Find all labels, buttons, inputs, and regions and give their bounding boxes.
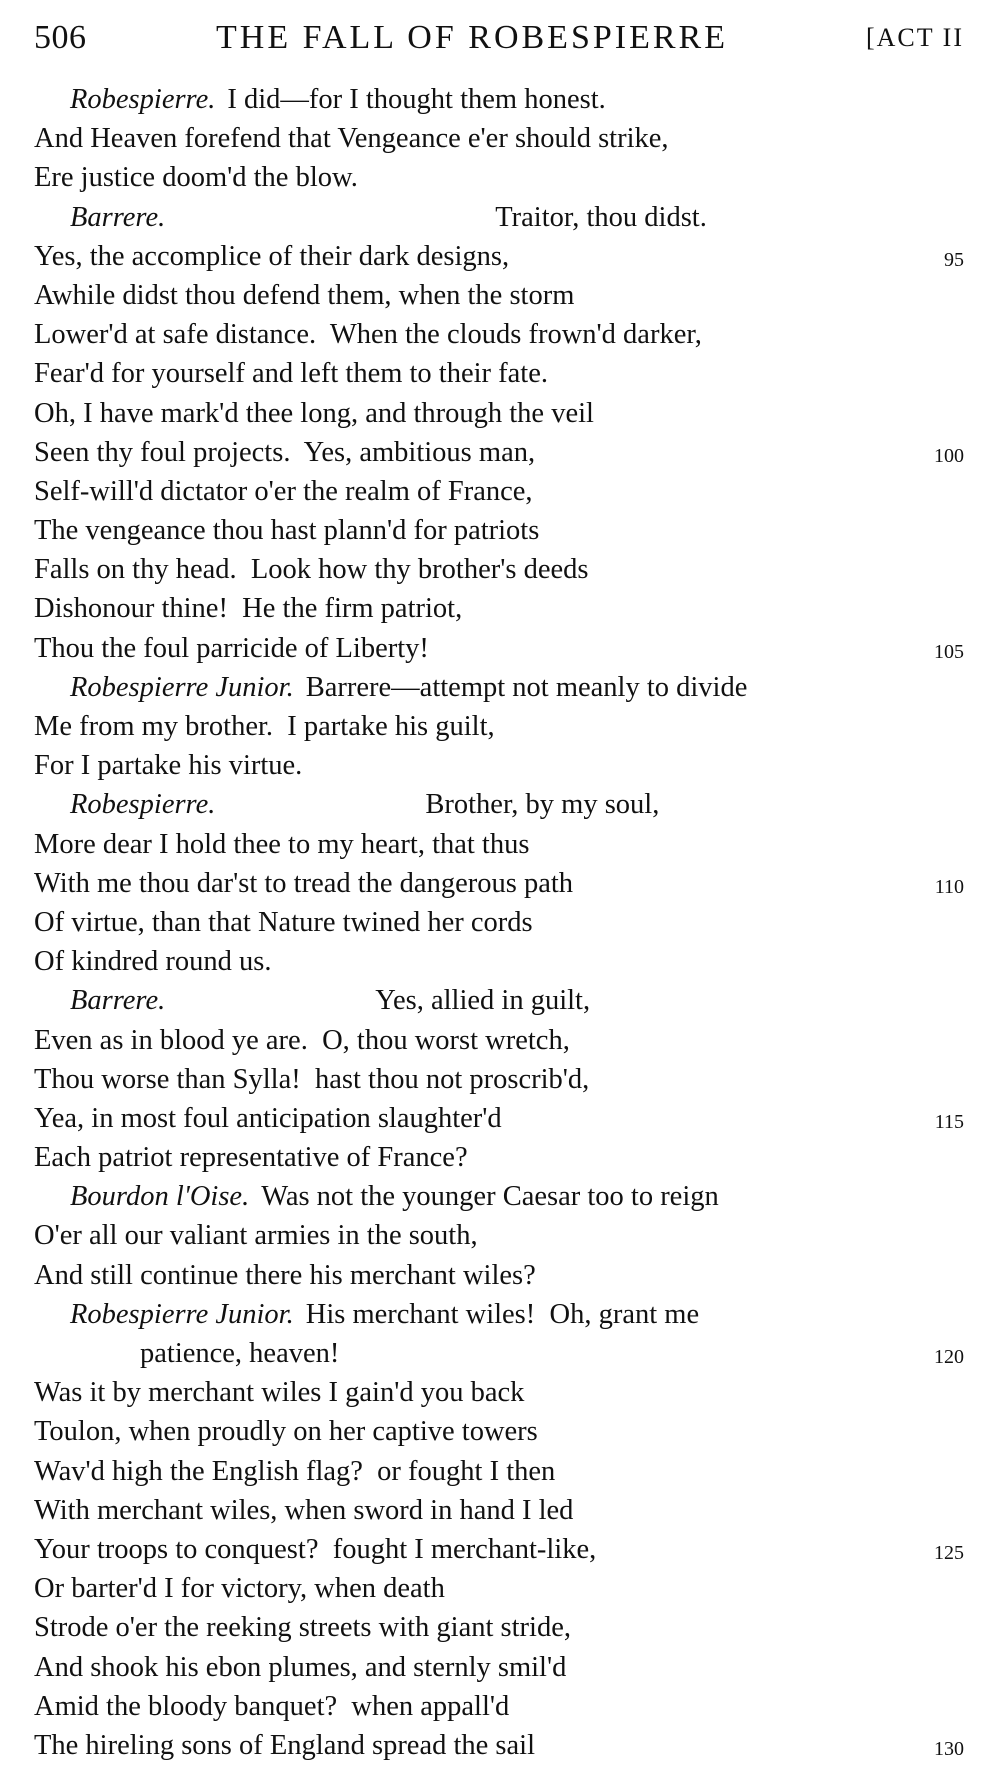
line-text: Yes, the accomplice of their dark designs, — [34, 240, 510, 272]
line-content — [34, 433, 535, 472]
line-content — [34, 1099, 502, 1138]
line-content — [34, 394, 594, 433]
speaker-name: Robespierre Junior. — [70, 671, 294, 703]
speaker-name: Robespierre Junior. — [70, 1298, 294, 1330]
line-number: 100 — [934, 444, 964, 467]
speaker-name: Robespierre. — [70, 789, 216, 821]
line-content — [34, 237, 509, 276]
line-content — [34, 1687, 509, 1726]
line-content — [70, 198, 707, 237]
running-title: THE FALL OF ROBESPIERRE — [216, 19, 728, 56]
line-text: O'er all our valiant armies in the south, — [34, 1220, 478, 1252]
line-number: 130 — [934, 1737, 964, 1760]
line-content — [34, 903, 533, 942]
verse-line — [34, 1373, 964, 1412]
line-text: Fear'd for yourself and left them to their fate. — [34, 358, 548, 390]
line-text: Yea, in most foul anticipation slaughter'd — [34, 1102, 502, 1134]
verse-line — [34, 276, 964, 315]
line-text: Awhile didst thou defend them, when the storm — [34, 279, 575, 311]
line-text: Dishonour thine! He the firm patriot, — [34, 593, 463, 625]
line-content — [34, 1412, 538, 1451]
line-content — [34, 1569, 445, 1608]
line-text: Of kindred round us. — [34, 946, 272, 978]
line-content — [70, 981, 590, 1020]
line-text: With me thou dar'st to tread the dangerous path — [34, 867, 574, 899]
speaker-name: Barrere. — [70, 985, 166, 1017]
line-text: Ere justice doom'd the blow. — [34, 162, 358, 194]
line-text: The vengeance thou hast plann'd for patriots — [34, 515, 540, 547]
line-text: Lower'd at safe distance. When the clouds frown'd darker, — [34, 319, 702, 351]
line-text: Me from my brother. I partake his guilt, — [34, 711, 495, 742]
line-content — [34, 589, 462, 628]
verse-line — [34, 785, 964, 824]
verse-line — [34, 1216, 964, 1255]
line-content — [140, 1334, 339, 1373]
verse-line — [34, 668, 964, 707]
verse-line — [34, 550, 964, 589]
line-number: 105 — [934, 640, 964, 663]
line-content — [34, 158, 358, 197]
line-text: With merchant wiles, when sword in hand I led — [34, 1494, 574, 1526]
line-text: For I partake his virtue. — [34, 750, 303, 782]
line-content — [70, 668, 747, 707]
verse-line — [34, 1334, 964, 1373]
line-text: The hireling sons of England spread the sail — [34, 1729, 536, 1761]
line-text: And shook his ebon plumes, and sternly smil'd — [34, 1651, 567, 1683]
line-text: And Heaven forefend that Vengeance e'er should strike, — [34, 123, 669, 155]
verse-line — [34, 472, 964, 511]
line-text: Yes, allied in guilt, — [375, 985, 591, 1017]
line-content — [34, 119, 669, 158]
verse-line — [34, 394, 964, 433]
line-content — [34, 1726, 535, 1765]
line-text: Or barter'd I for victory, when death — [34, 1573, 445, 1605]
line-content — [70, 80, 606, 119]
verse-line — [34, 746, 964, 785]
line-text: Each patriot representative of France? — [34, 1142, 468, 1174]
line-text: Strode o'er the reeking streets with giant stride, — [34, 1612, 571, 1644]
line-text: Toulon, when proudly on her captive towers — [34, 1416, 538, 1448]
verse-line — [34, 1648, 964, 1687]
verse-line — [34, 511, 964, 550]
verse-line — [34, 1608, 964, 1647]
line-text: More dear I hold thee to my heart, that thus — [34, 828, 530, 860]
line-content — [70, 1177, 719, 1216]
line-text: Of virtue, than that Nature twined her cords — [34, 906, 533, 938]
line-content — [34, 276, 574, 315]
verse-line — [34, 589, 964, 628]
line-content — [34, 864, 573, 903]
line-number: 115 — [934, 1110, 964, 1133]
line-content — [34, 1138, 468, 1177]
line-text: Barrere—attempt not meanly to divide — [305, 671, 748, 703]
line-content — [34, 1256, 536, 1295]
line-text: Brother, by my soul, — [425, 789, 660, 821]
line-text: Wav'd high the English flag? or fought I then — [34, 1455, 556, 1487]
line-text: Self-will'd dictator o'er the realm of France, — [34, 475, 533, 507]
verse-line — [34, 1256, 964, 1295]
line-number: 110 — [934, 875, 964, 898]
line-text: Amid the bloody banquet? when appall'd — [34, 1690, 510, 1722]
verse-line — [34, 354, 964, 393]
verse-line — [34, 825, 964, 864]
verse-line — [34, 1452, 964, 1491]
line-content — [34, 746, 302, 785]
line-text: Thou worse than Sylla! hast thou not proscrib'd, — [34, 1063, 590, 1095]
verse-line — [34, 1295, 964, 1334]
line-content — [34, 1530, 596, 1569]
line-text: Was not the younger Caesar too to reign — [261, 1181, 719, 1213]
verse-text — [34, 80, 964, 1765]
verse-line — [34, 198, 964, 237]
verse-line — [34, 864, 964, 903]
line-text: His merchant wiles! Oh, grant me — [305, 1298, 700, 1330]
line-text: Traitor, thou didst. — [495, 201, 707, 233]
verse-line — [34, 1138, 964, 1177]
verse-line — [34, 1177, 964, 1216]
line-content — [34, 315, 702, 354]
verse-line — [34, 707, 964, 746]
line-number: 95 — [944, 248, 964, 271]
line-content — [34, 1648, 566, 1687]
verse-line — [34, 1060, 964, 1099]
verse-line — [34, 158, 964, 197]
line-content — [34, 1491, 573, 1530]
verse-line — [34, 1491, 964, 1530]
verse-line — [34, 237, 964, 276]
verse-line — [34, 1687, 964, 1726]
line-content — [34, 511, 539, 550]
line-number: 120 — [934, 1346, 964, 1368]
line-content — [34, 1060, 589, 1099]
verse-line — [34, 981, 964, 1020]
line-content — [34, 942, 271, 981]
line-content — [70, 785, 659, 824]
verse-line — [34, 119, 964, 158]
verse-line — [34, 315, 964, 354]
verse-line — [34, 433, 964, 472]
verse-line — [34, 1569, 964, 1608]
speaker-name: Bourdon l'Oise. — [70, 1181, 250, 1213]
line-number: 125 — [934, 1541, 964, 1564]
line-content — [34, 1452, 555, 1491]
verse-line — [34, 1021, 964, 1060]
page-header — [34, 14, 964, 62]
line-content — [34, 550, 588, 589]
line-content — [34, 629, 429, 668]
page-number: 506 — [34, 19, 87, 56]
line-content — [34, 472, 533, 511]
line-content — [34, 1021, 570, 1060]
line-content — [34, 1216, 478, 1255]
line-text: Oh, I have mark'd thee long, and through the veil — [34, 397, 594, 429]
line-text: Was it by merchant wiles I gain'd you back — [34, 1377, 525, 1409]
verse-line — [34, 903, 964, 942]
line-text: Falls on thy head. Look how thy brother's deeds — [34, 554, 589, 586]
speaker-name: Barrere. — [70, 201, 166, 233]
line-content — [34, 1373, 524, 1412]
verse-line — [34, 1099, 964, 1138]
line-text: Thou the foul parricide of Liberty! — [34, 632, 429, 664]
line-text: patience, heaven! — [140, 1338, 340, 1369]
verse-line — [34, 1412, 964, 1451]
line-content — [70, 1295, 699, 1334]
line-text: I did—for I thought them honest. — [227, 84, 606, 115]
line-content — [34, 707, 495, 746]
line-text: And still continue there his merchant wiles? — [34, 1259, 536, 1291]
verse-line — [34, 629, 964, 668]
line-content — [34, 1608, 571, 1647]
line-text: Even as in blood ye are. O, thou worst wretch, — [34, 1024, 570, 1056]
speaker-name: Robespierre. — [70, 84, 216, 115]
act-label: [ACT II — [865, 23, 964, 52]
verse-line — [34, 1726, 964, 1765]
line-text: Seen thy foul projects. Yes, ambitious man, — [34, 436, 536, 468]
line-text: Your troops to conquest? fought I merchant-like, — [34, 1533, 597, 1565]
line-content — [34, 354, 548, 393]
line-content — [34, 825, 529, 864]
verse-line — [34, 1530, 964, 1569]
verse-line — [34, 942, 964, 981]
verse-line — [34, 80, 964, 119]
